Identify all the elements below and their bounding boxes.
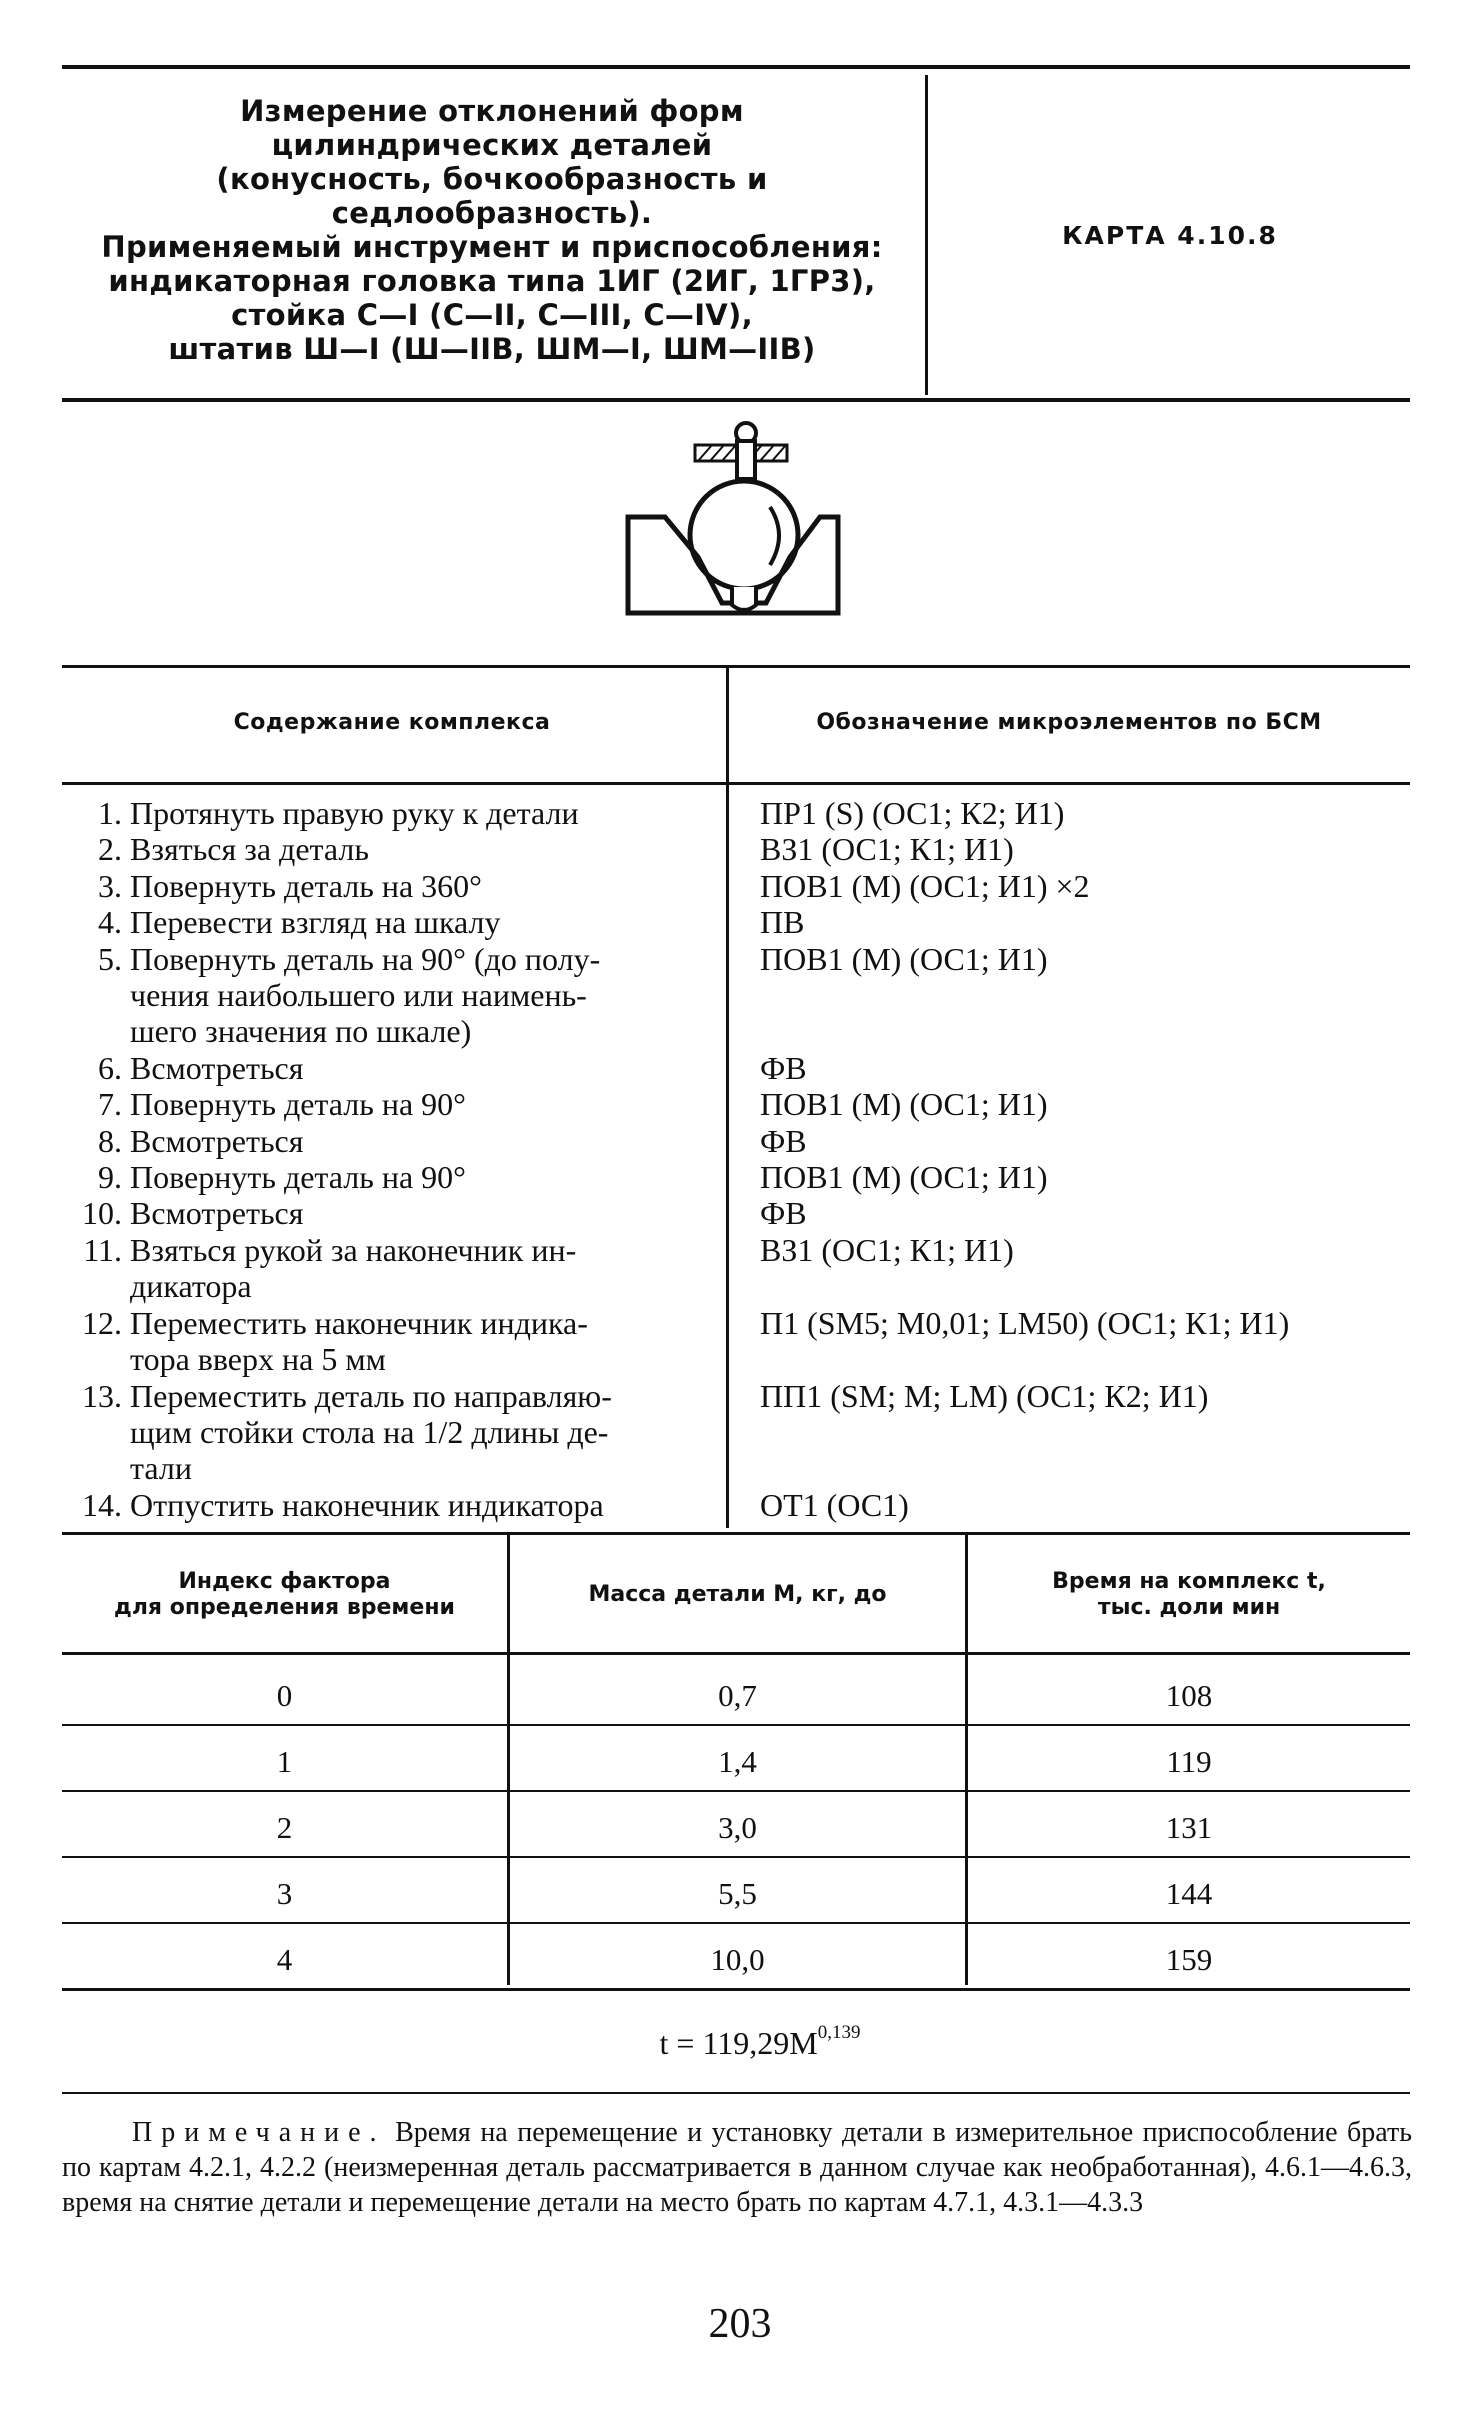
time-cell: 159: [1165, 1942, 1213, 1977]
title-line: Применяемый инструмент и приспособления:: [101, 230, 883, 264]
step-number: 1.: [98, 795, 122, 831]
note-top-rule: [62, 2092, 1410, 2094]
note-paragraph: [62, 2115, 1412, 2220]
step-item: [62, 1378, 722, 1414]
step-item: [62, 1414, 722, 1450]
step-number: 13.: [82, 1377, 122, 1414]
card-number: КАРТА 4.10.8: [1062, 220, 1278, 250]
step-item: [62, 1050, 722, 1086]
step-number: 14.: [82, 1486, 122, 1523]
step-number: [62, 977, 130, 1013]
step-text: Отпустить наконечник индикатора: [130, 1486, 604, 1523]
step-text: Переместить наконечник индика-: [130, 1304, 588, 1341]
step-item: [62, 795, 722, 831]
note-label: Примечание.: [132, 2117, 386, 2148]
step-code: [760, 1414, 1420, 1450]
step-number: 2.: [98, 831, 122, 868]
step-text: щим стойки стола на 1/2 длины де-: [130, 1413, 609, 1450]
step-item: [62, 1341, 722, 1377]
step-number: 8.: [98, 1122, 122, 1159]
header-line: для определения времени: [114, 1595, 455, 1620]
factor-table-top-rule: [62, 1532, 1410, 1535]
step-text: Повернуть деталь на 90°: [130, 1159, 466, 1196]
step-code: [760, 1341, 1420, 1377]
factor-index-cell: 3: [276, 1876, 293, 1911]
step-item: [62, 941, 722, 977]
step-number: [62, 1341, 130, 1377]
step-text: Взяться за деталь: [130, 831, 369, 868]
step-item: [62, 1268, 722, 1304]
step-item: [62, 1232, 722, 1268]
step-item: [62, 1305, 722, 1341]
factor-header-time: [968, 1540, 1410, 1650]
factor-table-bottom-rule: [62, 1988, 1410, 1991]
factor-row: [62, 1726, 1410, 1798]
header-line: тыс. доли мин: [1097, 1595, 1281, 1620]
step-code: ВЗ1 (ОС1; К1; И1): [760, 831, 1014, 868]
step-code: П1 (SM5; М0,01; LM50) (ОС1; К1; И1): [760, 1304, 1290, 1341]
page-number: 203: [708, 2301, 772, 2347]
mass-cell: 0,7: [718, 1678, 757, 1713]
header-bottom-rule: [62, 398, 1410, 402]
step-text: Повернуть деталь на 360°: [130, 867, 482, 904]
mass-cell: 5,5: [718, 1876, 757, 1911]
time-formula: [560, 2022, 960, 2062]
header-line: Индекс фактора: [178, 1569, 391, 1594]
step-item: [62, 1195, 722, 1231]
part-base-tip: [732, 587, 756, 610]
step-code: ПОВ1 (М) (ОС1; И1) ×2: [760, 867, 1090, 904]
step-number: 7.: [98, 1086, 122, 1123]
step-item: [62, 1487, 722, 1523]
header-line: Масса детали М, кг, до: [588, 1582, 887, 1607]
step-code: [760, 977, 1420, 1013]
factor-index-cell: 2: [276, 1810, 293, 1845]
step-number: 10.: [82, 1195, 122, 1232]
step-item: [62, 868, 722, 904]
step-item: [62, 1123, 722, 1159]
measurement-setup-diagram: [620, 415, 850, 645]
step-code: ПР1 (S) (ОС1; К2; И1): [760, 795, 1065, 831]
step-code: ПОВ1 (М) (ОС1; И1): [760, 1086, 1048, 1123]
step-list: [62, 795, 722, 1523]
header-divider: [925, 75, 928, 395]
title-line: (конусность, бочкообразность и седлообразность).: [216, 162, 768, 230]
step-text: Повернуть деталь на 90°: [130, 1086, 466, 1123]
step-item: [62, 1450, 722, 1486]
elements-table-divider: [726, 668, 729, 1528]
code-list: [760, 795, 1420, 1523]
formula-base: t = 119,29M: [659, 2025, 818, 2061]
step-text: Всмотреться: [130, 1122, 304, 1159]
factor-header-index: [62, 1540, 507, 1650]
step-item: [62, 1086, 722, 1122]
factor-row: [62, 1660, 1410, 1732]
step-number: 12.: [82, 1304, 122, 1341]
card-title: [62, 70, 922, 390]
step-text: Перевести взгляд на шкалу: [130, 904, 501, 941]
note-text: Время на перемещение и установку детали в измерительное приспособление брать по картам 4.2.1, 4.2.2 (неизмеренная деталь рассматривается в данном случае как необработанная), 4.6.1—4.6.3, время на снятие детали и перемещение детали на место брать по картам 4.7.1, 4.3.1—4.3.3: [62, 2117, 1412, 2218]
step-item: [62, 1013, 722, 1049]
step-number: 11.: [83, 1231, 122, 1268]
header-line: Время на комплекс t,: [1052, 1569, 1326, 1594]
time-cell: 119: [1166, 1744, 1212, 1779]
step-text: Протянуть правую руку к детали: [130, 795, 579, 831]
factor-row: [62, 1924, 1410, 1996]
indicator-tip: [736, 423, 756, 479]
title-line: штатив Ш—I (Ш—IIВ, ШМ—I, ШМ—IIВ): [168, 332, 816, 366]
time-cell: 108: [1165, 1678, 1213, 1713]
step-number: 6.: [98, 1049, 122, 1086]
title-line: цилиндрических деталей: [271, 128, 713, 162]
step-text: Переместить деталь по направляю-: [130, 1377, 612, 1414]
step-text: Всмотреться: [130, 1049, 304, 1086]
formula-exponent: 0,139: [817, 2022, 861, 2044]
step-code: ФВ: [760, 1049, 807, 1086]
step-number: 4.: [98, 904, 122, 941]
title-line: стойка С—I (С—II, С—III, С—IV),: [231, 298, 753, 332]
factor-table-header-rule: [62, 1652, 1410, 1655]
step-number: [62, 1268, 130, 1304]
factor-index-cell: 4: [276, 1942, 293, 1977]
factor-row: [62, 1792, 1410, 1864]
step-code: ОТ1 (ОС1): [760, 1486, 909, 1523]
factor-header-mass: [510, 1540, 965, 1650]
title-line: индикаторная головка типа 1ИГ (2ИГ, 1ГР3),: [108, 264, 876, 298]
step-item: [62, 977, 722, 1013]
step-text: чения наибольшего или наимень-: [130, 977, 587, 1014]
step-code: ФВ: [760, 1122, 807, 1159]
step-code: ВЗ1 (ОС1; К1; И1): [760, 1231, 1014, 1268]
step-code: [760, 1013, 1420, 1049]
step-text: тора вверх на 5 мм: [130, 1341, 386, 1378]
step-item: [62, 1159, 722, 1195]
step-number: [62, 1414, 130, 1450]
step-text: Взяться рукой за наконечник ин-: [130, 1231, 577, 1268]
step-code: ФВ: [760, 1195, 807, 1232]
column-header-content: Содержание комплекса: [233, 709, 551, 735]
step-text: Всмотреться: [130, 1195, 304, 1232]
step-code: [760, 1268, 1420, 1304]
factor-row: [62, 1858, 1410, 1930]
mass-cell: 3,0: [718, 1810, 757, 1845]
factor-index-cell: 1: [276, 1744, 293, 1779]
mass-cell: 1,4: [718, 1744, 757, 1779]
step-number: [62, 1450, 130, 1486]
step-number: [62, 1013, 130, 1049]
elements-table-top-rule: [62, 665, 1410, 668]
column-header-codes: Обозначение микроэлементов по БСМ: [816, 709, 1322, 735]
step-number: 5.: [98, 940, 122, 977]
step-text: шего значения по шкале): [130, 1013, 472, 1050]
step-text: дикатора: [130, 1268, 252, 1305]
title-line: Измерение отклонений форм: [240, 94, 744, 128]
step-text: тали: [130, 1450, 192, 1487]
step-code: ПОВ1 (М) (ОС1; И1): [760, 1159, 1048, 1196]
time-cell: 144: [1165, 1876, 1213, 1911]
step-code: ПОВ1 (М) (ОС1; И1): [760, 940, 1048, 977]
step-code: [760, 1450, 1420, 1486]
top-rule: [62, 65, 1410, 69]
elements-table-header-rule: [62, 782, 1410, 785]
mass-cell: 10,0: [710, 1942, 765, 1977]
step-code: ПП1 (SM; М; LM) (ОС1; К2; И1): [760, 1377, 1209, 1414]
step-item: [62, 904, 722, 940]
step-item: [62, 831, 722, 867]
step-number: 3.: [98, 867, 122, 904]
step-number: 9.: [98, 1159, 122, 1196]
factor-index-cell: 0: [276, 1678, 293, 1713]
step-code: ПВ: [760, 904, 805, 941]
time-cell: 131: [1165, 1810, 1213, 1845]
step-text: Повернуть деталь на 90° (до полу-: [130, 940, 601, 977]
